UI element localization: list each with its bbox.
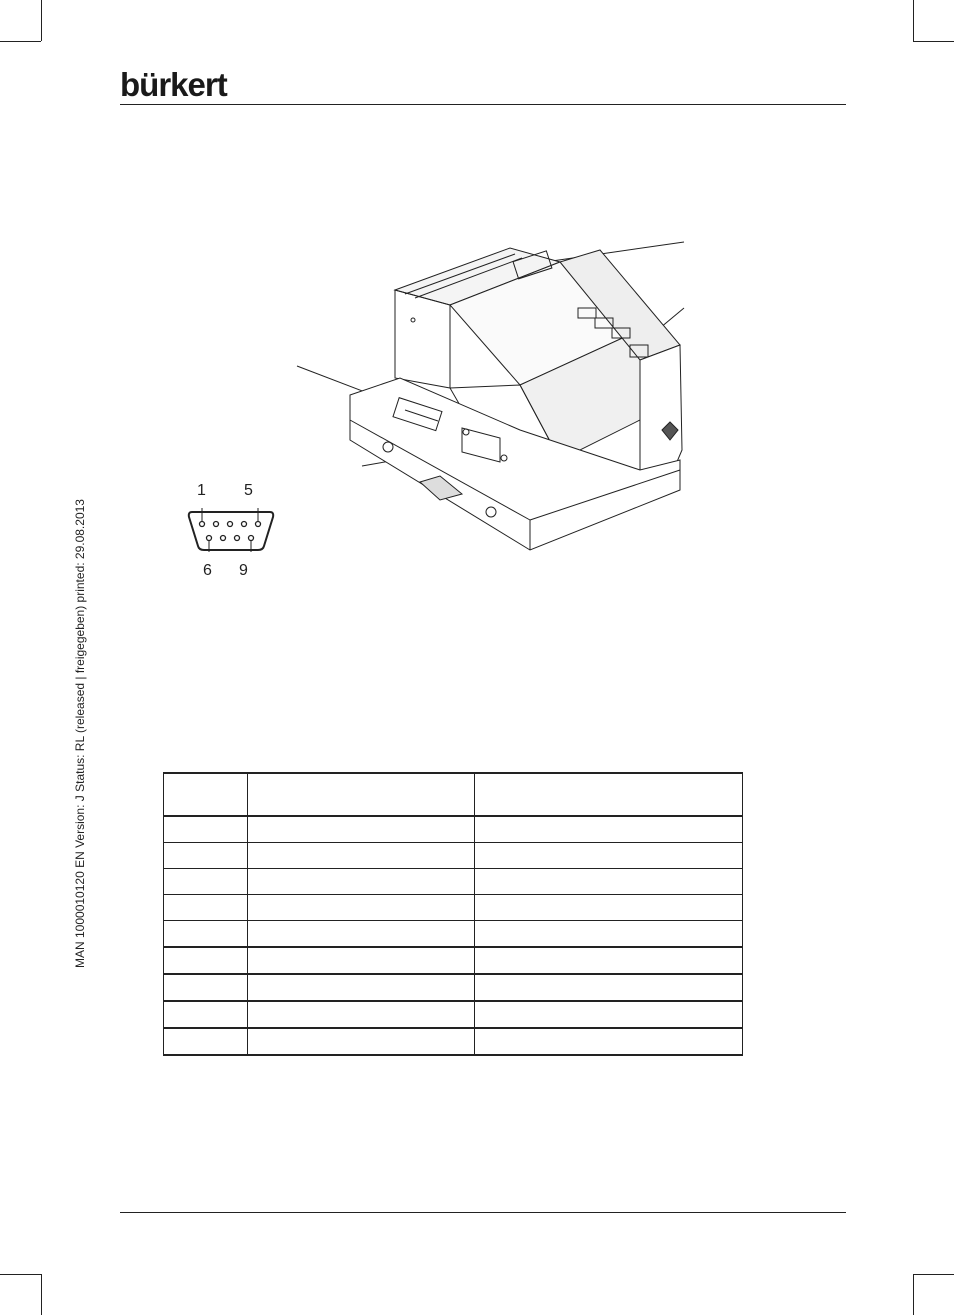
pin-label-9: 9	[239, 562, 248, 579]
table-cell	[164, 1028, 248, 1055]
table-cell	[164, 1001, 248, 1028]
table-row	[164, 895, 743, 921]
table-row	[164, 921, 743, 948]
table-cell	[475, 869, 743, 895]
crop-mark	[913, 41, 954, 42]
crop-mark	[0, 41, 41, 42]
table-row	[164, 843, 743, 869]
table-cell	[475, 921, 743, 948]
table-header-cell	[164, 773, 248, 816]
table-row	[164, 816, 743, 843]
table-cell	[164, 947, 248, 974]
crop-mark	[913, 0, 914, 41]
table-cell	[164, 895, 248, 921]
table-header-cell	[248, 773, 475, 816]
table-row	[164, 869, 743, 895]
table-cell	[248, 1001, 475, 1028]
table-cell	[475, 1001, 743, 1028]
brand-logo: bürkert	[120, 66, 227, 103]
document-id-text: MAN 1000010120 EN Version: J Status: RL (released | freigegeben) printed: 29.08.2013	[73, 499, 87, 968]
table-row	[164, 1028, 743, 1055]
crop-mark	[0, 1274, 41, 1275]
table-cell	[164, 974, 248, 1001]
table-row	[164, 974, 743, 1001]
dsub-connector-diagram	[184, 508, 278, 552]
table-cell	[475, 974, 743, 1001]
crop-mark	[913, 1274, 954, 1275]
table-cell	[248, 869, 475, 895]
pin-label-1: 1	[197, 482, 206, 499]
table-cell	[475, 1028, 743, 1055]
table-cell	[164, 843, 248, 869]
table-cell	[248, 895, 475, 921]
table-cell	[248, 843, 475, 869]
table-cell	[475, 947, 743, 974]
table-header-row	[164, 773, 743, 816]
table-cell	[248, 1028, 475, 1055]
pin-label-6: 6	[203, 562, 212, 579]
footer-rule	[120, 1212, 846, 1213]
table-header-cell	[475, 773, 743, 816]
table-row	[164, 947, 743, 974]
header-rule	[120, 104, 846, 105]
table-cell	[475, 895, 743, 921]
table-cell	[164, 869, 248, 895]
table-cell	[475, 843, 743, 869]
crop-mark	[41, 1274, 42, 1315]
crop-mark	[913, 1274, 914, 1315]
table-cell	[164, 816, 248, 843]
table-cell	[164, 921, 248, 948]
pin-assignment-table	[163, 772, 743, 1056]
table-cell	[248, 947, 475, 974]
table-row	[164, 1001, 743, 1028]
pin-label-5: 5	[244, 482, 253, 499]
device-drawing	[290, 238, 690, 558]
table-cell	[248, 974, 475, 1001]
crop-mark	[41, 0, 42, 41]
table-cell	[248, 816, 475, 843]
table-cell	[475, 816, 743, 843]
table-cell	[248, 921, 475, 948]
